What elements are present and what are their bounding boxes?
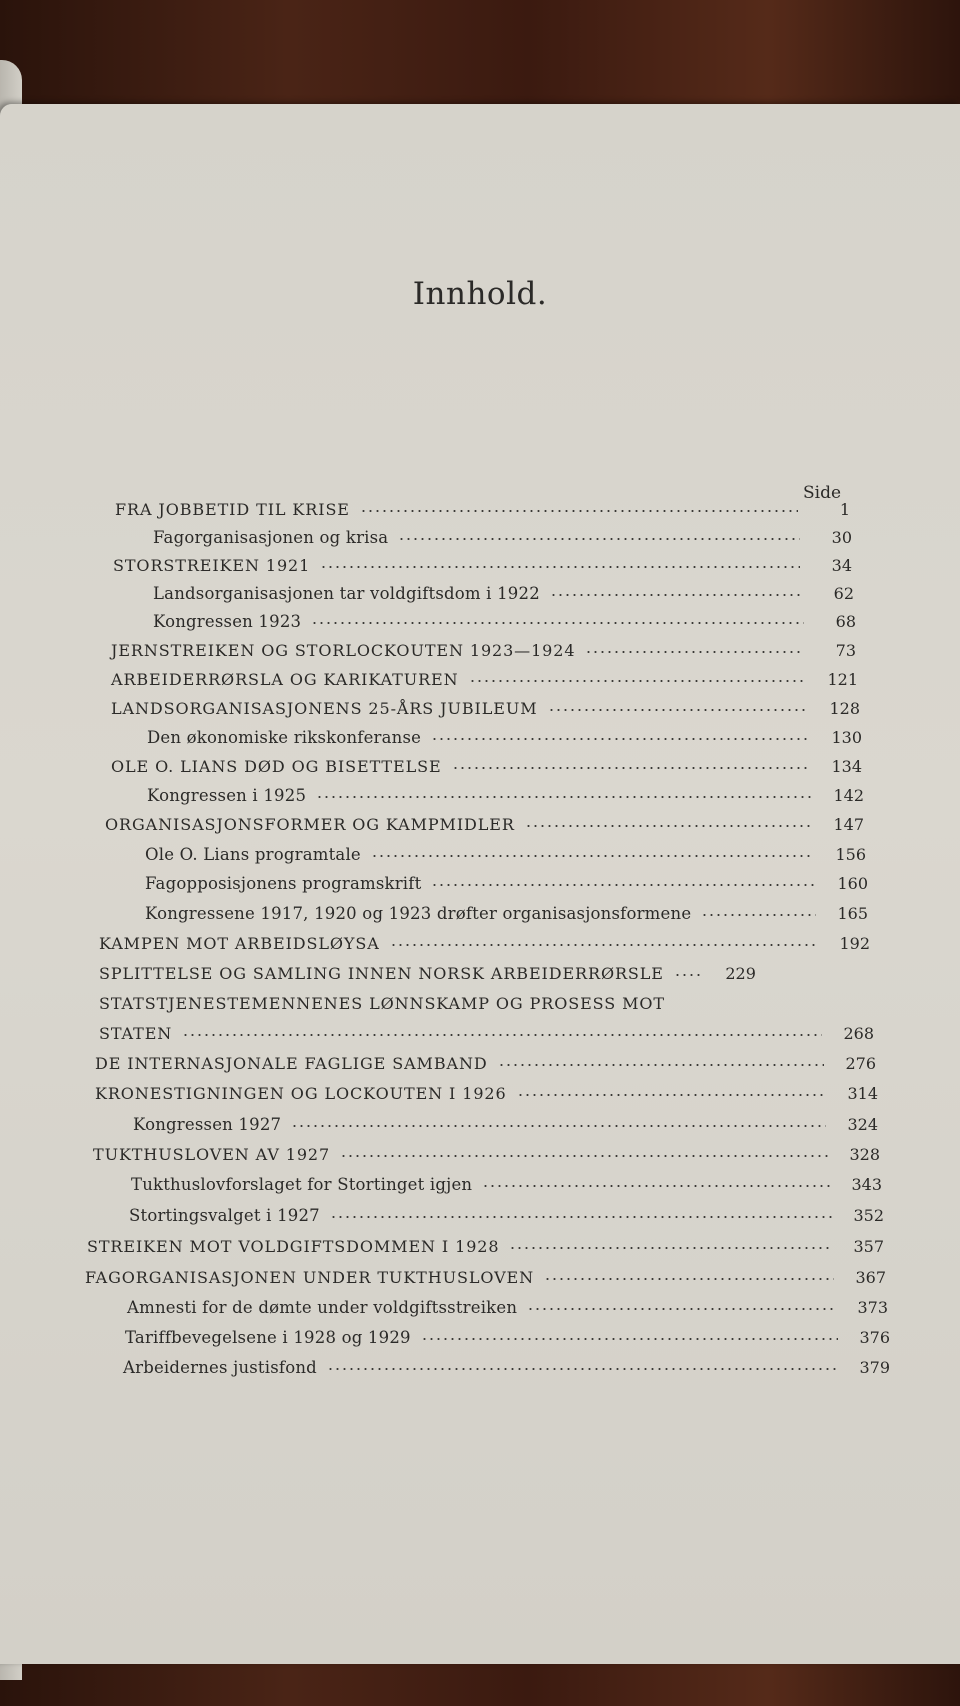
toc-entry-title: STATEN: [99, 1024, 173, 1043]
toc-entry-title: FAGORGANISASJONEN UNDER TUKTHUSLOVEN: [85, 1268, 535, 1287]
dot-leader: [371, 853, 814, 859]
dot-leader: [674, 972, 704, 978]
toc-section-entry: [93, 1145, 880, 1169]
toc-subsection-entry: [129, 1206, 884, 1230]
toc-entry-page-number: 34: [831, 556, 852, 575]
toc-entry-title: Amnesti for de dømte under voldgiftsstreiken: [127, 1298, 518, 1317]
toc-entry-page-number: 376: [859, 1328, 890, 1347]
dot-leader: [525, 823, 812, 829]
toc-section-entry: [99, 1024, 874, 1048]
toc-entry-title: STREIKEN MOT VOLDGIFTSDOMMEN I 1928: [87, 1237, 500, 1256]
dot-leader: [469, 678, 806, 684]
toc-section-entry: [111, 699, 860, 723]
toc-entry-title: LANDSORGANISASJONENS 25-ÅRS JUBILEUM: [111, 699, 538, 718]
page-column-label: Side: [803, 483, 842, 503]
toc-entry-title: Kongressen 1927: [133, 1115, 282, 1134]
toc-entry-title: FRA JOBBETID TIL KRISE: [115, 500, 350, 519]
page-title: Innhold.: [412, 276, 548, 312]
toc-section-entry: [99, 934, 870, 958]
dot-leader: [327, 1366, 838, 1372]
toc-subsection-entry: [145, 845, 866, 869]
dot-leader: [431, 736, 810, 742]
dot-leader: [182, 1032, 822, 1038]
toc-section-entry: [87, 1237, 884, 1261]
dot-leader: [585, 649, 804, 655]
toc-entry-page-number: 121: [827, 670, 858, 689]
toc-entry-page-number: 160: [837, 874, 868, 893]
toc-entry-page-number: 352: [853, 1206, 884, 1225]
toc-entry-page-number: 192: [839, 934, 870, 953]
dot-leader: [311, 620, 804, 626]
dot-leader: [398, 536, 800, 542]
toc-section-entry: [99, 994, 872, 1018]
toc-subsection-entry: [145, 874, 868, 898]
toc-section-entry: [95, 1084, 878, 1108]
toc-entry-page-number: 1: [839, 500, 850, 519]
dot-leader: [421, 1336, 838, 1342]
toc-entry-page-number: 134: [831, 757, 862, 776]
toc-entry-page-number: 373: [857, 1298, 888, 1317]
toc-entry-title: Den økonomiske rikskonferanse: [147, 728, 422, 747]
toc-entry-title: Ole O. Lians programtale: [145, 845, 361, 864]
dot-leader: [527, 1306, 836, 1312]
dot-leader: [482, 1183, 830, 1189]
toc-subsection-entry: [153, 584, 854, 608]
toc-entry-page-number: 62: [833, 584, 854, 603]
dot-leader: [701, 912, 816, 918]
toc-entry-title: KRONESTIGNINGEN OG LOCKOUTEN I 1926: [95, 1084, 507, 1103]
toc-entry-title: Kongressen 1923: [153, 612, 302, 631]
toc-entry-page-number: 73: [835, 641, 856, 660]
toc-entry-page-number: 324: [847, 1115, 878, 1134]
dot-leader: [498, 1062, 824, 1068]
toc-subsection-entry: [127, 1298, 888, 1322]
toc-entry-page-number: 357: [853, 1237, 884, 1256]
toc-entry-title: Kongressene 1917, 1920 og 1923 drøfter organisasjonsformene: [145, 904, 692, 923]
toc-entry-title: ARBEIDERRØRSLA OG KARIKATUREN: [111, 670, 459, 689]
toc-entry-title: Fagopposisjonens programskrift: [145, 874, 422, 893]
dot-leader: [360, 508, 798, 514]
toc-section-entry: [95, 1054, 876, 1078]
dot-leader: [330, 1214, 832, 1220]
toc-entry-page-number: 367: [855, 1268, 886, 1287]
toc-subsection-entry: [123, 1358, 890, 1382]
dot-leader: [544, 1276, 834, 1282]
toc-entry-title: Arbeidernes justisfond: [123, 1358, 317, 1377]
dot-leader: [452, 765, 810, 771]
toc-entry-title: Tukthuslovforslaget for Stortinget igjen: [131, 1175, 473, 1194]
toc-entry-page-number: 268: [843, 1024, 874, 1043]
toc-entry-page-number: 128: [829, 699, 860, 718]
dot-leader: [517, 1092, 826, 1098]
toc-section-entry: [111, 641, 856, 665]
dot-leader: [320, 564, 800, 570]
dot-leader: [390, 942, 818, 948]
toc-entry-title: JERNSTREIKEN OG STORLOCKOUTEN 1923—1924: [111, 641, 576, 660]
toc-entry-title: OLE O. LIANS DØD OG BISETTELSE: [111, 757, 442, 776]
toc-section-entry: [99, 964, 872, 988]
dot-leader: [550, 592, 802, 598]
toc-subsection-entry: [147, 728, 862, 752]
dot-leader: [340, 1153, 828, 1159]
dot-leader: [291, 1123, 826, 1129]
toc-section-entry: [111, 757, 862, 781]
toc-entry-page-number: 379: [859, 1358, 890, 1377]
toc-entry-title: STATSTJENESTEMENNENES LØNNSKAMP OG PROSESS MOT: [99, 994, 665, 1013]
toc-entry-title: Kongressen i 1925: [147, 786, 307, 805]
toc-subsection-entry: [131, 1175, 882, 1199]
toc-entry-title: DE INTERNASJONALE FAGLIGE SAMBAND: [95, 1054, 488, 1073]
toc-entry-page-number: 156: [835, 845, 866, 864]
toc-subsection-entry: [145, 904, 868, 928]
toc-section-entry: [113, 556, 852, 580]
toc-section-entry: [115, 500, 850, 524]
toc-entry-page-number: 328: [849, 1145, 880, 1164]
toc-entry-page-number: 142: [833, 786, 864, 805]
toc-entry-title: TUKTHUSLOVEN AV 1927: [93, 1145, 331, 1164]
toc-entry-page-number: 147: [833, 815, 864, 834]
toc-entry-page-number: 130: [831, 728, 862, 747]
toc-section-entry: [85, 1268, 886, 1292]
toc-entry-title: Landsorganisasjonen tar voldgiftsdom i 1922: [153, 584, 540, 603]
toc-entry-title: KAMPEN MOT ARBEIDSLØYSA: [99, 934, 380, 953]
toc-subsection-entry: [153, 528, 852, 552]
toc-entry-title: ORGANISASJONSFORMER OG KAMPMIDLER: [105, 815, 515, 834]
dot-leader: [431, 882, 816, 888]
toc-entry-page-number: 276: [845, 1054, 876, 1073]
toc-entry-title: STORSTREIKEN 1921: [113, 556, 311, 575]
toc-subsection-entry: [147, 786, 864, 810]
toc-entry-page-number: 229: [725, 964, 756, 983]
toc-entry-page-number: 165: [837, 904, 868, 923]
toc-entry-page-number: 30: [831, 528, 852, 547]
toc-subsection-entry: [153, 612, 856, 636]
toc-entry-title: Fagorganisasjonen og krisa: [153, 528, 389, 547]
toc-entry-title: SPLITTELSE OG SAMLING INNEN NORSK ARBEIDERRØRSLE: [99, 964, 664, 983]
dot-leader: [316, 794, 812, 800]
dot-leader: [548, 707, 809, 713]
toc-section-entry: [111, 670, 858, 694]
toc-entry-page-number: 314: [847, 1084, 878, 1103]
toc-entry-title: Stortingsvalget i 1927: [129, 1206, 320, 1225]
toc-section-entry: [105, 815, 864, 839]
toc-subsection-entry: [133, 1115, 878, 1139]
dot-leader: [509, 1245, 832, 1251]
toc-subsection-entry: [125, 1328, 890, 1352]
toc-entry-page-number: 68: [835, 612, 856, 631]
toc-entry-title: Tariffbevegelsene i 1928 og 1929: [125, 1328, 411, 1347]
toc-entry-page-number: 343: [851, 1175, 882, 1194]
